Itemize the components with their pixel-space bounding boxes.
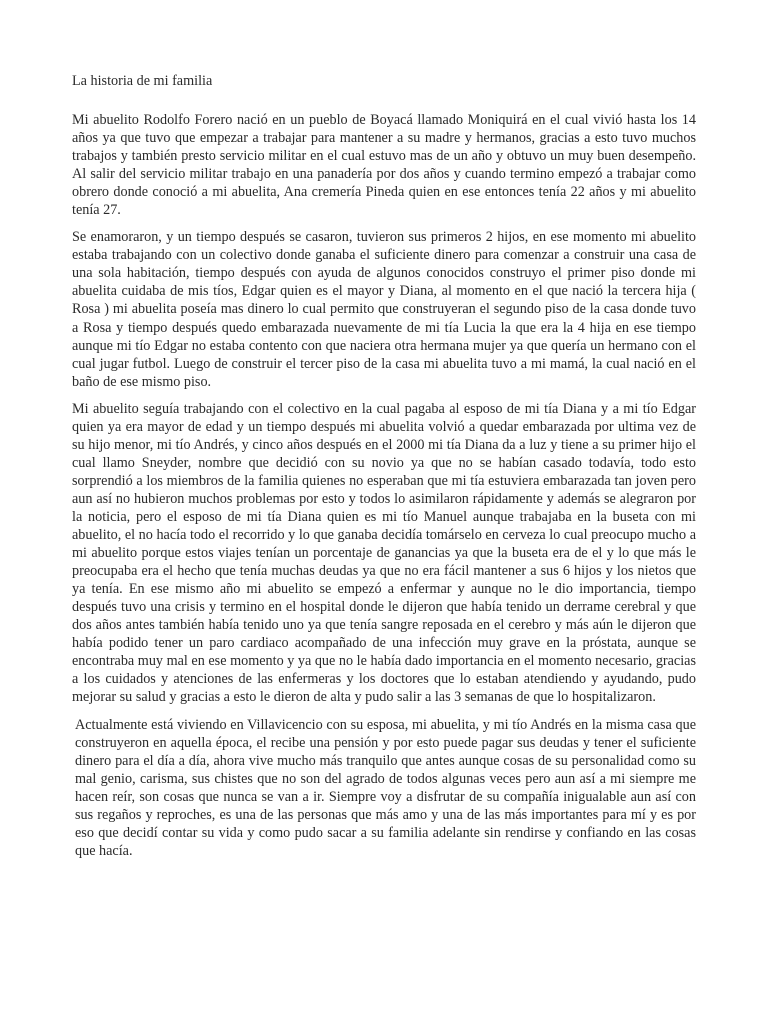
paragraph-2: Se enamoraron, y un tiempo después se casaron, tuvieron sus primeros 2 hijos, en ese momento mi abuelito estaba trabajando con un colectivo donde ganaba el suficiente dinero para comenzar a construir una casa de una sola habitación, tiempo después con ayuda de algunos conocidos construyo el primer piso donde mi abuelita cuidaba de mis tíos, Edgar quien es el mayor y Diana, al momento en el que nació la tercera hija ( Rosa ) mi abuelita poseía mas dinero lo cual permito que construyeran el segundo piso de la casa donde tuvo a Rosa y tiempo después quedo embarazada nuevamente de mi tía Lucia la que era la 4 hija en ese tiempo aunque mi tío Edgar no estaba contento con que naciera otra hermana mujer ya que quería un hermano con el cual jugar futbol. Luego de construir el tercer piso de la casa mi abuelita tuvo a mi mamá, la cual nació en el baño de ese mismo piso. bbox=[72, 229, 696, 390]
document-title: La historia de mi familia bbox=[72, 73, 213, 89]
paragraph-1: Mi abuelito Rodolfo Forero nació en un pueblo de Boyacá llamado Moniquirá en el cual vivió hasta los 14 años ya que tuvo que empezar a trabajar para mantener a su madre y hermanos, gracias a esto tuvo muchos trabajos y también presto servicio militar en el cual estuvo mas de un año y obtuvo un muy buen desempeño. Al salir del servicio militar trabajo en una panadería por dos años y cuando termino empezó a trabajar como obrero donde conoció a mi abuelita, Ana cremería Pineda quien en ese entonces tenía 22 años y mi abuelito tenía 27. bbox=[72, 112, 696, 219]
paragraph-3: Mi abuelito seguía trabajando con el colectivo en la cual pagaba al esposo de mi tía Diana y a mi tío Edgar quien ya era mayor de edad y un tiempo después mi abuelita volvió a quedar embarazada por ultima vez de su hijo menor, mi tío Andrés, y cinco años después en el 2000 mi tía Diana da a luz y tiene a su primer hijo el cual llamo Sneyder, nombre que decidió con su novio ya que no se habían casado todavía, todo esto sorprendió a los miembros de la familia quienes no esperaban que mi tía estuviera embarazada tan joven pero aun así no hubieron muchos problemas por esto y todos lo asimilaron rápidamente y además se alegraron por la noticia, pero el esposo de mi tía Diana quien es mi tío Manuel aunque trabajaba en la buseta con mi abuelito, el no hacía todo el recorrido y lo que ganaba decidía tomárselo en cerveza lo cual preocupo mucho a mi abuelito porque estos viajes tenían un porcentaje de ganancias ya que la buseta era de el y lo que más le preocupaba era el hecho que tenía muchas deudas ya que no era fácil mantener a sus 6 hijos y los nietos que ya tenía. En ese mismo año mi abuelito se empezó a enfermar y aunque no le dio importancia, tiempo después tuvo una crisis y termino en el hospital donde le dijeron que había tenido un derrame cerebral y que dos años antes también había tenido uno ya que tenía sangre reposada en el cerebro y más aún le dijeron que había podido tener un paro cardiaco acompañado de una infección muy grave en la próstata, aunque se encontraba muy mal en ese momento y ya que no le había dado importancia en el momento necesario, gracias a los cuidados y atenciones de las enfermeras y los doctores que lo estaban atendiendo y ayudando, pudo mejorar su salud y gracias a esto le dieron de alta y pudo salir a las 3 semanas de que lo hospitalizaron. bbox=[72, 400, 696, 706]
paragraph-4: Actualmente está viviendo en Villavicencio con su esposa, mi abuelita, y mi tío Andrés en la misma casa que construyeron en aquella época, el recibe una pensión y por esto puede pagar sus deudas y tener el suficiente dinero para el día a día, ahora vive mucho más tranquilo que antes aunque cosas de su personalidad como su mal genio, carisma, sus chistes que no son del agrado de todos algunas veces pero aun así a mi siempre me hacen reír, son cosas que nunca se van a ir. Siempre voy a disfrutar de su compañía inigualable aun así con sus regaños y reproches, es una de las personas que más amo y una de las más importantes para mí y es por eso que decidí contar su vida y como pudo sacar a su familia adelante sin rendirse y confiando en las cosas que hacía. bbox=[75, 716, 696, 859]
